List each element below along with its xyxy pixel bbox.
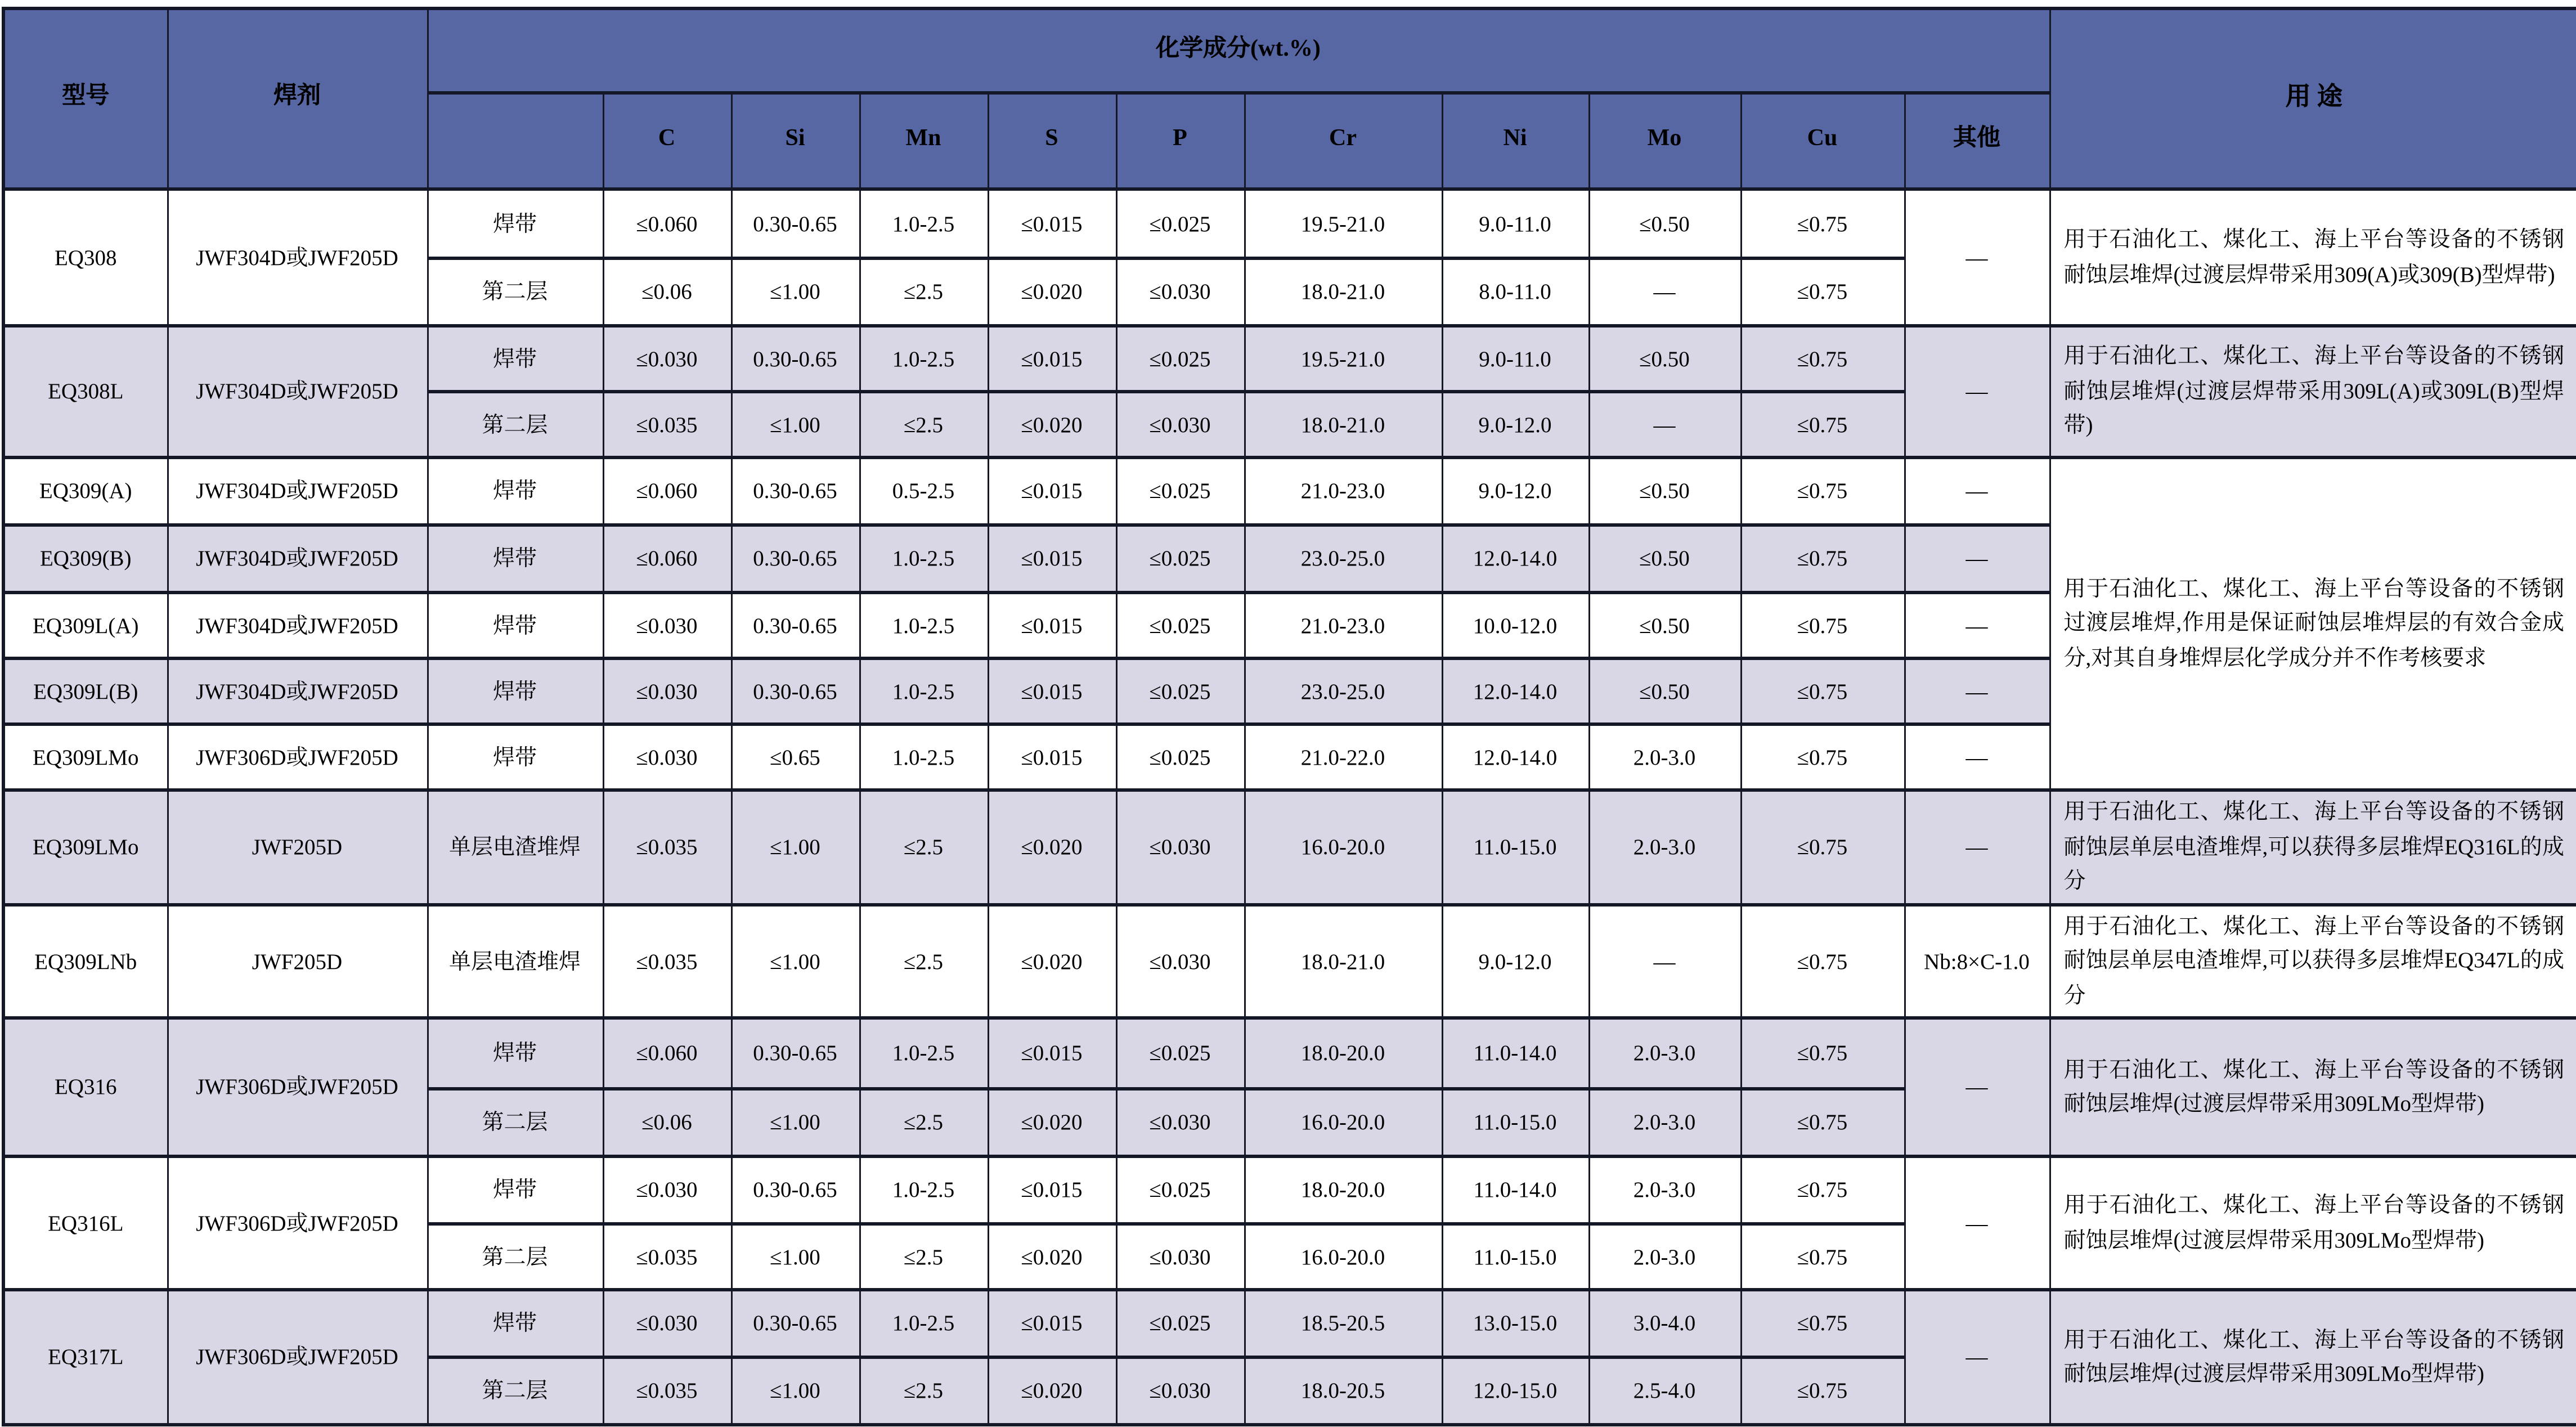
value-cell: ≤0.75 — [1740, 258, 1904, 326]
value-cell: ≤0.060 — [603, 1018, 731, 1089]
flux-cell: JWF304D或JWF205D — [167, 457, 427, 525]
layer-cell: 焊带 — [427, 189, 603, 258]
other-cell: Nb:8×C-1.0 — [1904, 904, 2049, 1018]
value-cell: 19.5-21.0 — [1244, 189, 1442, 258]
value-cell: 0.30-0.65 — [731, 1290, 859, 1358]
value-cell: ≤0.75 — [1740, 326, 1904, 392]
other-cell: — — [1904, 1290, 2049, 1425]
value-cell: ≤0.50 — [1588, 457, 1740, 525]
value-cell: ≤1.00 — [731, 392, 859, 457]
layer-cell: 第二层 — [427, 392, 603, 457]
value-cell: ≤0.020 — [988, 790, 1116, 904]
value-cell: 1.0-2.5 — [859, 1290, 988, 1358]
value-cell: ≤2.5 — [859, 1224, 988, 1290]
value-cell: 11.0-14.0 — [1442, 1018, 1588, 1089]
flux-cell: JWF205D — [167, 904, 427, 1018]
value-cell: ≤2.5 — [859, 258, 988, 326]
value-cell: 19.5-21.0 — [1244, 326, 1442, 392]
value-cell: ≤0.020 — [988, 1224, 1116, 1290]
model-cell: EQ309(B) — [3, 525, 167, 593]
col-header-element-Cu: Cu — [1740, 93, 1904, 189]
value-cell: ≤0.015 — [988, 724, 1116, 790]
model-cell: EQ308L — [3, 326, 167, 457]
value-cell: ≤0.035 — [603, 1224, 731, 1290]
table-row-9 — [3, 790, 2576, 904]
value-cell: ≤0.030 — [1116, 1089, 1244, 1157]
value-cell: ≤0.75 — [1740, 790, 1904, 904]
model-cell: EQ309LMo — [3, 724, 167, 790]
value-cell: 0.30-0.65 — [731, 189, 859, 258]
value-cell: 1.0-2.5 — [859, 1018, 988, 1089]
value-cell: ≤0.75 — [1740, 1224, 1904, 1290]
table-row-2 — [3, 326, 2576, 392]
value-cell: 18.0-20.0 — [1244, 1157, 1442, 1224]
layer-cell: 焊带 — [427, 326, 603, 392]
value-cell: 0.30-0.65 — [731, 457, 859, 525]
value-cell: ≤0.75 — [1740, 189, 1904, 258]
layer-cell: 焊带 — [427, 457, 603, 525]
value-cell: 21.0-22.0 — [1244, 724, 1442, 790]
other-cell: — — [1904, 724, 2049, 790]
other-cell: — — [1904, 593, 2049, 658]
value-cell: ≤2.5 — [859, 392, 988, 457]
value-cell: ≤0.030 — [1116, 258, 1244, 326]
value-cell: ≤0.025 — [1116, 457, 1244, 525]
usage-cell: 用于石油化工、煤化工、海上平台等设备的不锈钢耐蚀层堆焊(过渡层焊带采用309(A)或309(B)型焊带) — [2049, 189, 2576, 326]
col-header-flux: 焊剂 — [167, 8, 427, 189]
value-cell: 2.0-3.0 — [1588, 1224, 1740, 1290]
flux-cell: JWF304D或JWF205D — [167, 189, 427, 326]
value-cell: ≤0.030 — [603, 593, 731, 658]
value-cell: ≤0.50 — [1588, 525, 1740, 593]
value-cell: 11.0-15.0 — [1442, 1089, 1588, 1157]
col-header-element-Cr: Cr — [1244, 93, 1442, 189]
flux-cell: JWF306D或JWF205D — [167, 1157, 427, 1290]
layer-cell: 第二层 — [427, 1089, 603, 1157]
value-cell: 12.0-14.0 — [1442, 724, 1588, 790]
value-cell: 21.0-23.0 — [1244, 593, 1442, 658]
other-cell: — — [1904, 790, 2049, 904]
table-row-15 — [3, 1290, 2576, 1358]
value-cell: ≤0.020 — [988, 904, 1116, 1018]
value-cell: 21.0-23.0 — [1244, 457, 1442, 525]
value-cell: 18.5-20.5 — [1244, 1290, 1442, 1358]
value-cell: ≤0.015 — [988, 593, 1116, 658]
table-row-13 — [3, 1157, 2576, 1224]
value-cell: ≤0.025 — [1116, 1018, 1244, 1089]
value-cell: — — [1588, 392, 1740, 457]
value-cell: 9.0-12.0 — [1442, 392, 1588, 457]
value-cell: ≤0.75 — [1740, 1358, 1904, 1425]
value-cell: ≤0.50 — [1588, 593, 1740, 658]
layer-cell: 焊带 — [427, 1157, 603, 1224]
value-cell: 23.0-25.0 — [1244, 658, 1442, 724]
value-cell: — — [1588, 258, 1740, 326]
value-cell: 9.0-11.0 — [1442, 189, 1588, 258]
value-cell: ≤0.020 — [988, 1358, 1116, 1425]
other-cell: — — [1904, 1018, 2049, 1157]
flux-cell: JWF306D或JWF205D — [167, 1290, 427, 1425]
model-cell: EQ316 — [3, 1018, 167, 1157]
value-cell: ≤0.035 — [603, 392, 731, 457]
value-cell: ≤0.015 — [988, 658, 1116, 724]
value-cell: 0.30-0.65 — [731, 593, 859, 658]
flux-cell: JWF306D或JWF205D — [167, 724, 427, 790]
value-cell: 12.0-14.0 — [1442, 525, 1588, 593]
usage-cell: 用于石油化工、煤化工、海上平台等设备的不锈钢耐蚀层堆焊(过渡层焊带采用309L(A)或309L(B)型焊带) — [2049, 326, 2576, 457]
value-cell: 0.30-0.65 — [731, 1157, 859, 1224]
value-cell: 18.0-21.0 — [1244, 904, 1442, 1018]
flux-cell: JWF306D或JWF205D — [167, 1018, 427, 1157]
value-cell: ≤0.030 — [603, 326, 731, 392]
value-cell: ≤1.00 — [731, 1358, 859, 1425]
value-cell: ≤2.5 — [859, 790, 988, 904]
value-cell: ≤0.75 — [1740, 1018, 1904, 1089]
value-cell: 10.0-12.0 — [1442, 593, 1588, 658]
other-cell: — — [1904, 326, 2049, 457]
value-cell: ≤0.75 — [1740, 1157, 1904, 1224]
col-header-model: 型号 — [3, 8, 167, 189]
flux-cell: JWF304D或JWF205D — [167, 593, 427, 658]
value-cell: 12.0-14.0 — [1442, 658, 1588, 724]
alloy-composition-table — [2, 7, 2576, 1427]
layer-cell: 焊带 — [427, 1018, 603, 1089]
value-cell: ≤0.015 — [988, 1290, 1116, 1358]
value-cell: ≤0.035 — [603, 790, 731, 904]
value-cell: ≤2.5 — [859, 904, 988, 1018]
header-row-1 — [3, 8, 2576, 93]
value-cell: ≤1.00 — [731, 790, 859, 904]
layer-cell: 第二层 — [427, 1358, 603, 1425]
other-cell: — — [1904, 189, 2049, 326]
col-header-element-Mn: Mn — [859, 93, 988, 189]
value-cell: ≤0.030 — [603, 1157, 731, 1224]
layer-cell: 单层电渣堆焊 — [427, 904, 603, 1018]
value-cell: ≤0.030 — [1116, 790, 1244, 904]
value-cell: ≤0.50 — [1588, 326, 1740, 392]
value-cell: 2.0-3.0 — [1588, 1089, 1740, 1157]
model-cell: EQ309(A) — [3, 457, 167, 525]
value-cell: ≤0.035 — [603, 1358, 731, 1425]
usage-cell: 用于石油化工、煤化工、海上平台等设备的不锈钢耐蚀层单层电渣堆焊,可以获得多层堆焊EQ316L的成分 — [2049, 790, 2576, 904]
value-cell: ≤0.060 — [603, 457, 731, 525]
col-header-element-Si: Si — [731, 93, 859, 189]
value-cell: ≤0.030 — [1116, 904, 1244, 1018]
layer-cell: 焊带 — [427, 525, 603, 593]
value-cell: ≤0.025 — [1116, 593, 1244, 658]
value-cell: ≤0.75 — [1740, 392, 1904, 457]
value-cell: ≤0.06 — [603, 258, 731, 326]
value-cell: ≤0.030 — [1116, 392, 1244, 457]
model-cell: EQ309LMo — [3, 790, 167, 904]
value-cell: ≤0.030 — [1116, 1224, 1244, 1290]
value-cell: 0.5-2.5 — [859, 457, 988, 525]
value-cell: 16.0-20.0 — [1244, 1089, 1442, 1157]
model-cell: EQ309L(B) — [3, 658, 167, 724]
value-cell: 11.0-15.0 — [1442, 790, 1588, 904]
value-cell: ≤0.030 — [603, 1290, 731, 1358]
col-header-element-S: S — [988, 93, 1116, 189]
layer-cell: 焊带 — [427, 724, 603, 790]
value-cell: 16.0-20.0 — [1244, 1224, 1442, 1290]
value-cell: 18.0-20.0 — [1244, 1018, 1442, 1089]
value-cell: 0.30-0.65 — [731, 525, 859, 593]
table-header — [3, 8, 2576, 189]
value-cell: ≤0.015 — [988, 525, 1116, 593]
value-cell: ≤0.030 — [1116, 1358, 1244, 1425]
flux-cell: JWF304D或JWF205D — [167, 326, 427, 457]
value-cell: ≤0.060 — [603, 525, 731, 593]
value-cell: ≤0.030 — [603, 724, 731, 790]
flux-cell: JWF304D或JWF205D — [167, 525, 427, 593]
value-cell: ≤0.020 — [988, 258, 1116, 326]
value-cell: ≤0.015 — [988, 189, 1116, 258]
value-cell: ≤0.50 — [1588, 658, 1740, 724]
layer-cell: 第二层 — [427, 258, 603, 326]
value-cell: ≤0.025 — [1116, 1290, 1244, 1358]
table-row-4 — [3, 457, 2576, 525]
flux-cell: JWF205D — [167, 790, 427, 904]
table-body — [3, 189, 2576, 1425]
table-row-10 — [3, 904, 2576, 1018]
value-cell: ≤0.025 — [1116, 724, 1244, 790]
value-cell: 18.0-20.5 — [1244, 1358, 1442, 1425]
flux-cell: JWF304D或JWF205D — [167, 658, 427, 724]
other-cell: — — [1904, 525, 2049, 593]
col-header-element-其他: 其他 — [1904, 93, 2049, 189]
value-cell: 0.30-0.65 — [731, 326, 859, 392]
value-cell: 1.0-2.5 — [859, 658, 988, 724]
value-cell: ≤0.060 — [603, 189, 731, 258]
col-header-element-P: P — [1116, 93, 1244, 189]
value-cell: 9.0-12.0 — [1442, 904, 1588, 1018]
value-cell: ≤0.020 — [988, 392, 1116, 457]
value-cell: ≤0.025 — [1116, 326, 1244, 392]
value-cell: 2.0-3.0 — [1588, 1018, 1740, 1089]
value-cell: 3.0-4.0 — [1588, 1290, 1740, 1358]
value-cell: 2.0-3.0 — [1588, 724, 1740, 790]
value-cell: 2.0-3.0 — [1588, 790, 1740, 904]
value-cell: 1.0-2.5 — [859, 326, 988, 392]
value-cell: ≤0.015 — [988, 1018, 1116, 1089]
col-header-element-C: C — [603, 93, 731, 189]
value-cell: ≤0.015 — [988, 457, 1116, 525]
value-cell: 23.0-25.0 — [1244, 525, 1442, 593]
value-cell: 1.0-2.5 — [859, 1157, 988, 1224]
value-cell: ≤0.50 — [1588, 189, 1740, 258]
value-cell: 1.0-2.5 — [859, 724, 988, 790]
value-cell: 16.0-20.0 — [1244, 790, 1442, 904]
value-cell: — — [1588, 904, 1740, 1018]
layer-cell: 焊带 — [427, 593, 603, 658]
usage-cell: 用于石油化工、煤化工、海上平台等设备的不锈钢过渡层堆焊,作用是保证耐蚀层堆焊层的有效合金成分,对其自身堆焊层化学成分并不作考核要求 — [2049, 457, 2576, 790]
value-cell: 8.0-11.0 — [1442, 258, 1588, 326]
col-header-composition: 化学成分(wt.%) — [427, 8, 2049, 93]
value-cell: ≤2.5 — [859, 1358, 988, 1425]
value-cell: ≤2.5 — [859, 1089, 988, 1157]
value-cell: ≤0.75 — [1740, 525, 1904, 593]
col-header-element-Ni: Ni — [1442, 93, 1588, 189]
layer-cell: 焊带 — [427, 658, 603, 724]
usage-cell: 用于石油化工、煤化工、海上平台等设备的不锈钢耐蚀层单层电渣堆焊,可以获得多层堆焊EQ347L的成分 — [2049, 904, 2576, 1018]
value-cell: ≤0.75 — [1740, 593, 1904, 658]
value-cell: 18.0-21.0 — [1244, 392, 1442, 457]
col-header-usage: 用 途 — [2049, 8, 2576, 189]
value-cell: ≤0.025 — [1116, 189, 1244, 258]
value-cell: 2.0-3.0 — [1588, 1157, 1740, 1224]
model-cell: EQ309LNb — [3, 904, 167, 1018]
table-row-11 — [3, 1018, 2576, 1089]
usage-cell: 用于石油化工、煤化工、海上平台等设备的不锈钢耐蚀层堆焊(过渡层焊带采用309LMo型焊带) — [2049, 1290, 2576, 1425]
value-cell: ≤1.00 — [731, 1089, 859, 1157]
value-cell: 9.0-11.0 — [1442, 326, 1588, 392]
value-cell: ≤0.75 — [1740, 904, 1904, 1018]
layer-cell: 第二层 — [427, 1224, 603, 1290]
usage-cell: 用于石油化工、煤化工、海上平台等设备的不锈钢耐蚀层堆焊(过渡层焊带采用309LMo型焊带) — [2049, 1018, 2576, 1157]
value-cell: ≤0.015 — [988, 1157, 1116, 1224]
value-cell: ≤0.025 — [1116, 525, 1244, 593]
value-cell: 2.5-4.0 — [1588, 1358, 1740, 1425]
value-cell: 18.0-21.0 — [1244, 258, 1442, 326]
other-cell: — — [1904, 457, 2049, 525]
value-cell: ≤0.035 — [603, 904, 731, 1018]
value-cell: ≤1.00 — [731, 904, 859, 1018]
value-cell: 13.0-15.0 — [1442, 1290, 1588, 1358]
model-cell: EQ309L(A) — [3, 593, 167, 658]
value-cell: ≤0.75 — [1740, 1290, 1904, 1358]
value-cell: 1.0-2.5 — [859, 189, 988, 258]
value-cell: ≤0.015 — [988, 326, 1116, 392]
layer-cell: 单层电渣堆焊 — [427, 790, 603, 904]
other-cell: — — [1904, 658, 2049, 724]
value-cell: ≤0.65 — [731, 724, 859, 790]
model-cell: EQ317L — [3, 1290, 167, 1425]
value-cell: 9.0-12.0 — [1442, 457, 1588, 525]
value-cell: 11.0-14.0 — [1442, 1157, 1588, 1224]
value-cell: ≤1.00 — [731, 258, 859, 326]
value-cell: 12.0-15.0 — [1442, 1358, 1588, 1425]
model-cell: EQ308 — [3, 189, 167, 326]
value-cell: 1.0-2.5 — [859, 525, 988, 593]
value-cell: ≤0.025 — [1116, 658, 1244, 724]
layer-cell: 焊带 — [427, 1290, 603, 1358]
other-cell: — — [1904, 1157, 2049, 1290]
value-cell: ≤0.06 — [603, 1089, 731, 1157]
value-cell: ≤0.020 — [988, 1089, 1116, 1157]
value-cell: 1.0-2.5 — [859, 593, 988, 658]
value-cell: ≤0.75 — [1740, 1089, 1904, 1157]
model-cell: EQ316L — [3, 1157, 167, 1290]
usage-cell: 用于石油化工、煤化工、海上平台等设备的不锈钢耐蚀层堆焊(过渡层焊带采用309LMo型焊带) — [2049, 1157, 2576, 1290]
value-cell: ≤0.75 — [1740, 658, 1904, 724]
col-header-layer — [427, 93, 603, 189]
value-cell: ≤0.025 — [1116, 1157, 1244, 1224]
value-cell: ≤0.75 — [1740, 457, 1904, 525]
value-cell: 11.0-15.0 — [1442, 1224, 1588, 1290]
table-row-0 — [3, 189, 2576, 258]
value-cell: ≤0.030 — [603, 658, 731, 724]
col-header-element-Mo: Mo — [1588, 93, 1740, 189]
value-cell: 0.30-0.65 — [731, 1018, 859, 1089]
value-cell: 0.30-0.65 — [731, 658, 859, 724]
value-cell: ≤1.00 — [731, 1224, 859, 1290]
value-cell: ≤0.75 — [1740, 724, 1904, 790]
